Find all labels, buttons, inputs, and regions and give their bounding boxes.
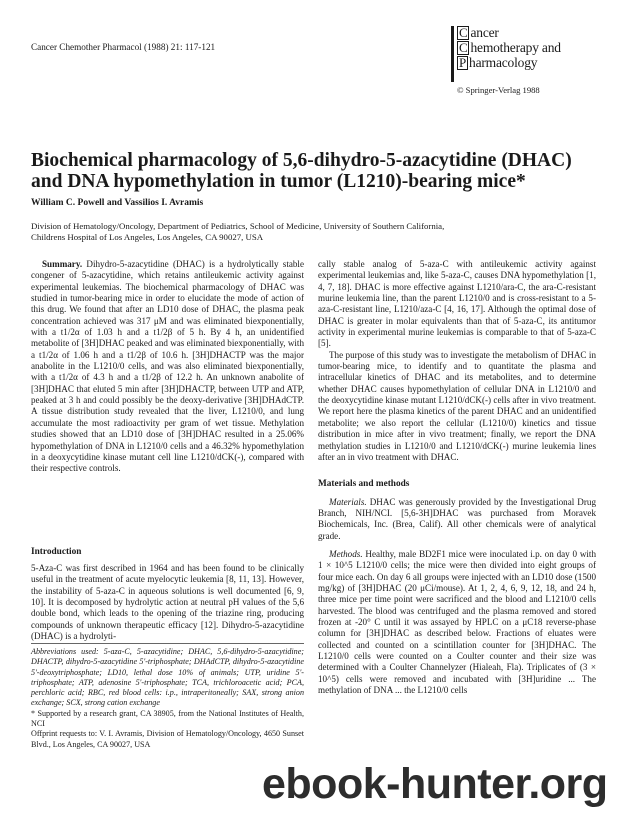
footnote-divider <box>31 643 304 644</box>
affiliation: Division of Hematology/Oncology, Department of Pediatrics, School of Medicine, University of Southern California, Childrens Hospital of Los Angeles, Los Angeles, CA 90027, USA <box>31 221 445 243</box>
logo-line-1: C ancer <box>459 25 499 40</box>
article-authors: William C. Powell and Vassilios I. Avramis <box>31 198 204 208</box>
purpose-paragraph: The purpose of this study was to investigate the metabolism of DHAC in tumor-bearing mice, to identify and to quantitate the plasma and intracellular kinetics of DHAC and its metabolites, and to determine whether DHAC causes hypomethylation of cellular DNA in L1210/0 and the deoxycytidine kinase mutant L1210/dCK(-) cells after in vivo treatment. We report here the plasma kinetics of the parent DHAC and an unidentified metabolite; we also report the cellular (L1210/0) kinetics and tissue distribution in mice after in vivo treatment; finally, we report the DNA methylation studies in L1210/0 and L1210/dCK(-) murine leukemia lines after an in vivo treatment with DHAC. <box>318 349 596 462</box>
introduction-paragraph: 5-Aza-C was first described in 1964 and has been found to be clinically useful in the treatment of acute myelocytic leukemia [8, 11, 13]. However, the instability of 5-aza-C in aqueous solutions is well documented [6, 9, 10]. It is decomposed by hydrolytic action at neutral pH values of the 5,6 double bond, which leads to the opening of the triazine ring, producing compounds of unknown therapeutic efficacy [12]. Dihydro-5-azacytidine (DHAC) is a hydrolyti- <box>31 563 304 642</box>
logo-line-3: P harmacology <box>459 55 538 70</box>
logo-bar <box>451 26 454 82</box>
methods-heading: Materials and methods <box>318 479 410 490</box>
materials-paragraph: Materials. DHAC was generously provided by the Investigational Drug Branch, NIH/NCI. [5,6-3H]DHAC was purchased from Moravek Biochemicals, Inc. (Brea, Calif). All other chemicals were of analytical grade. <box>318 496 596 541</box>
watermark: ebook-hunter.org <box>262 760 608 808</box>
intro-continued-paragraph: cally stable analog of 5-aza-C with antileukemic activity against experimental leukemias and, like 5-aza-C, causes DNA hypomethylation [1, 4, 7, 18]. DHAC is more effective against L1210/ara-C, the ara-C-resistant murine leukemia line, than the parent L1210/0 and is cross-resistant to a 5-aza-C-resistant line, L1210/aza-C [4, 16, 17]. Although the optimal dose of DHAC is greater in molar equivalents than that of 5-aza-C, its antitumor activity in experimental murine leukemias is comparable to that of 5-aza-C [5]. <box>318 259 596 349</box>
offprint-footnote: Offprint requests to: V. I. Avramis, Division of Hematology/Oncology, 4650 Sunset Blvd., Los Angeles, CA 90027, USA <box>31 729 304 749</box>
footnotes <box>31 647 304 750</box>
logo-line-2: C hemotherapy and <box>459 40 561 55</box>
copyright: © Springer-Verlag 1988 <box>457 85 540 95</box>
right-column <box>318 259 596 696</box>
summary-paragraph: Summary. Dihydro-5-azacytidine (DHAC) is a hydrolytically stable congener of 5-azacytidine, which retains antileukemic activity against experimental leukemias. The biochemical pharmacology of DHAC was studied in tumor-bearing mice in order to elucidate the mode of action of this drug. We found that after an LD10 dose of DHAC, the plasma peak concentration achieved was 317 μM and was eliminated biexponentially, with a t1/2α of 1.03 h and a t1/2β of 5 h. By 4 h, an unidentified metabolite of [3H]DHAC peaked and was eliminated biexponentially, with a t1/2α of 1.06 h and a t1/2β of 10.6 h. [3H]DHACTP was the major anabolite in the L1210/0 cells, and was also eliminated biexponentially, with a t1/2α of 4.3 h and a t1/2β of 12.2 h. An unknown anabolite of [3H]DHAC that eluted 5 min after [3H]DHACTP, between UTP and ATP, peaked at 3 h and could possibly be the deoxy-derivative [3H]DHAdCTP. A tissue distribution study revealed that the liver, L1210/0, and lung accumulate the most radioactivity per gram of wet tissue. Methylation studies showed that an LD10 dose of [3H]DHAC resulted in a 25.06% hypomethylation of DNA in L1210/0 cells and a 46.32% hypomethylation in a deoxycytidine kinase mutant cell line L1210/dCK(-), compared with their respective controls. <box>31 259 304 474</box>
left-column <box>31 259 304 475</box>
introduction-heading: Introduction <box>31 547 82 557</box>
article-title: Biochemical pharmacology of 5,6-dihydro-5-azacytidine (DHAC) and DNA hypomethylation in tumor (L1210)-bearing mice* <box>31 150 572 192</box>
support-footnote: * Supported by a research grant, CA 38905, from the National Institutes of Health, NCI <box>31 708 304 729</box>
journal-citation: Cancer Chemother Pharmacol (1988) 21: 117-121 <box>31 42 216 52</box>
methods-paragraph: Methods. Healthy, male BD2F1 mice were inoculated i.p. on day 0 with 1 × 10^5 L1210/0 cells; the mice were then divided into eight groups of four mice each. On day 6 all groups were injected with an LD10 dose (1500 mg/kg) of [3H]DHAC (20 μCi/mouse). At 1, 2, 4, 6, 9, 12, 18, and 24 h, three mice per time point were sacrificed and the blood and L1210/0 cells harvested. The blood was centrifuged and the plasma removed and stored frozen at -20° C until it was assayed by HPLC on a μC18 reverse-phase column for [3H]DHAC as described below. Fractions of eluates were collected and counted on a scintillation counter for [3H]DHAC. The L1210/0 cells were counted on a Coulter counter and their size was determined with a Coulter Channelyzer (Hialeah, Fla). Triplicates of (3 × 10^5) cells were removed and incubated with [3H]uridine ... The methylation of DNA ... the L1210/0 cells <box>318 548 596 696</box>
abbreviations-footnote: Abbreviations used: 5-aza-C, 5-azacytidine; DHAC, 5,6-dihydro-5-azacytidine; DHACTP, dihydro-5-azacytidine 5'-triphosphate; DHAdCTP, dihydro-5-azacytidine 5'-deoxytriphosphate; LD10, lethal dose 10% of animals; UTP, uridine 5'-triphosphate; ATP, adenosine 5'-triphosphate; TCA, trichloroacetic acid; PCA, perchloric acid; RBC, red blood cells: i.p., intraperitoneally; SAX, strong anion exchange; SCX, strong cation exchange <box>31 647 304 708</box>
